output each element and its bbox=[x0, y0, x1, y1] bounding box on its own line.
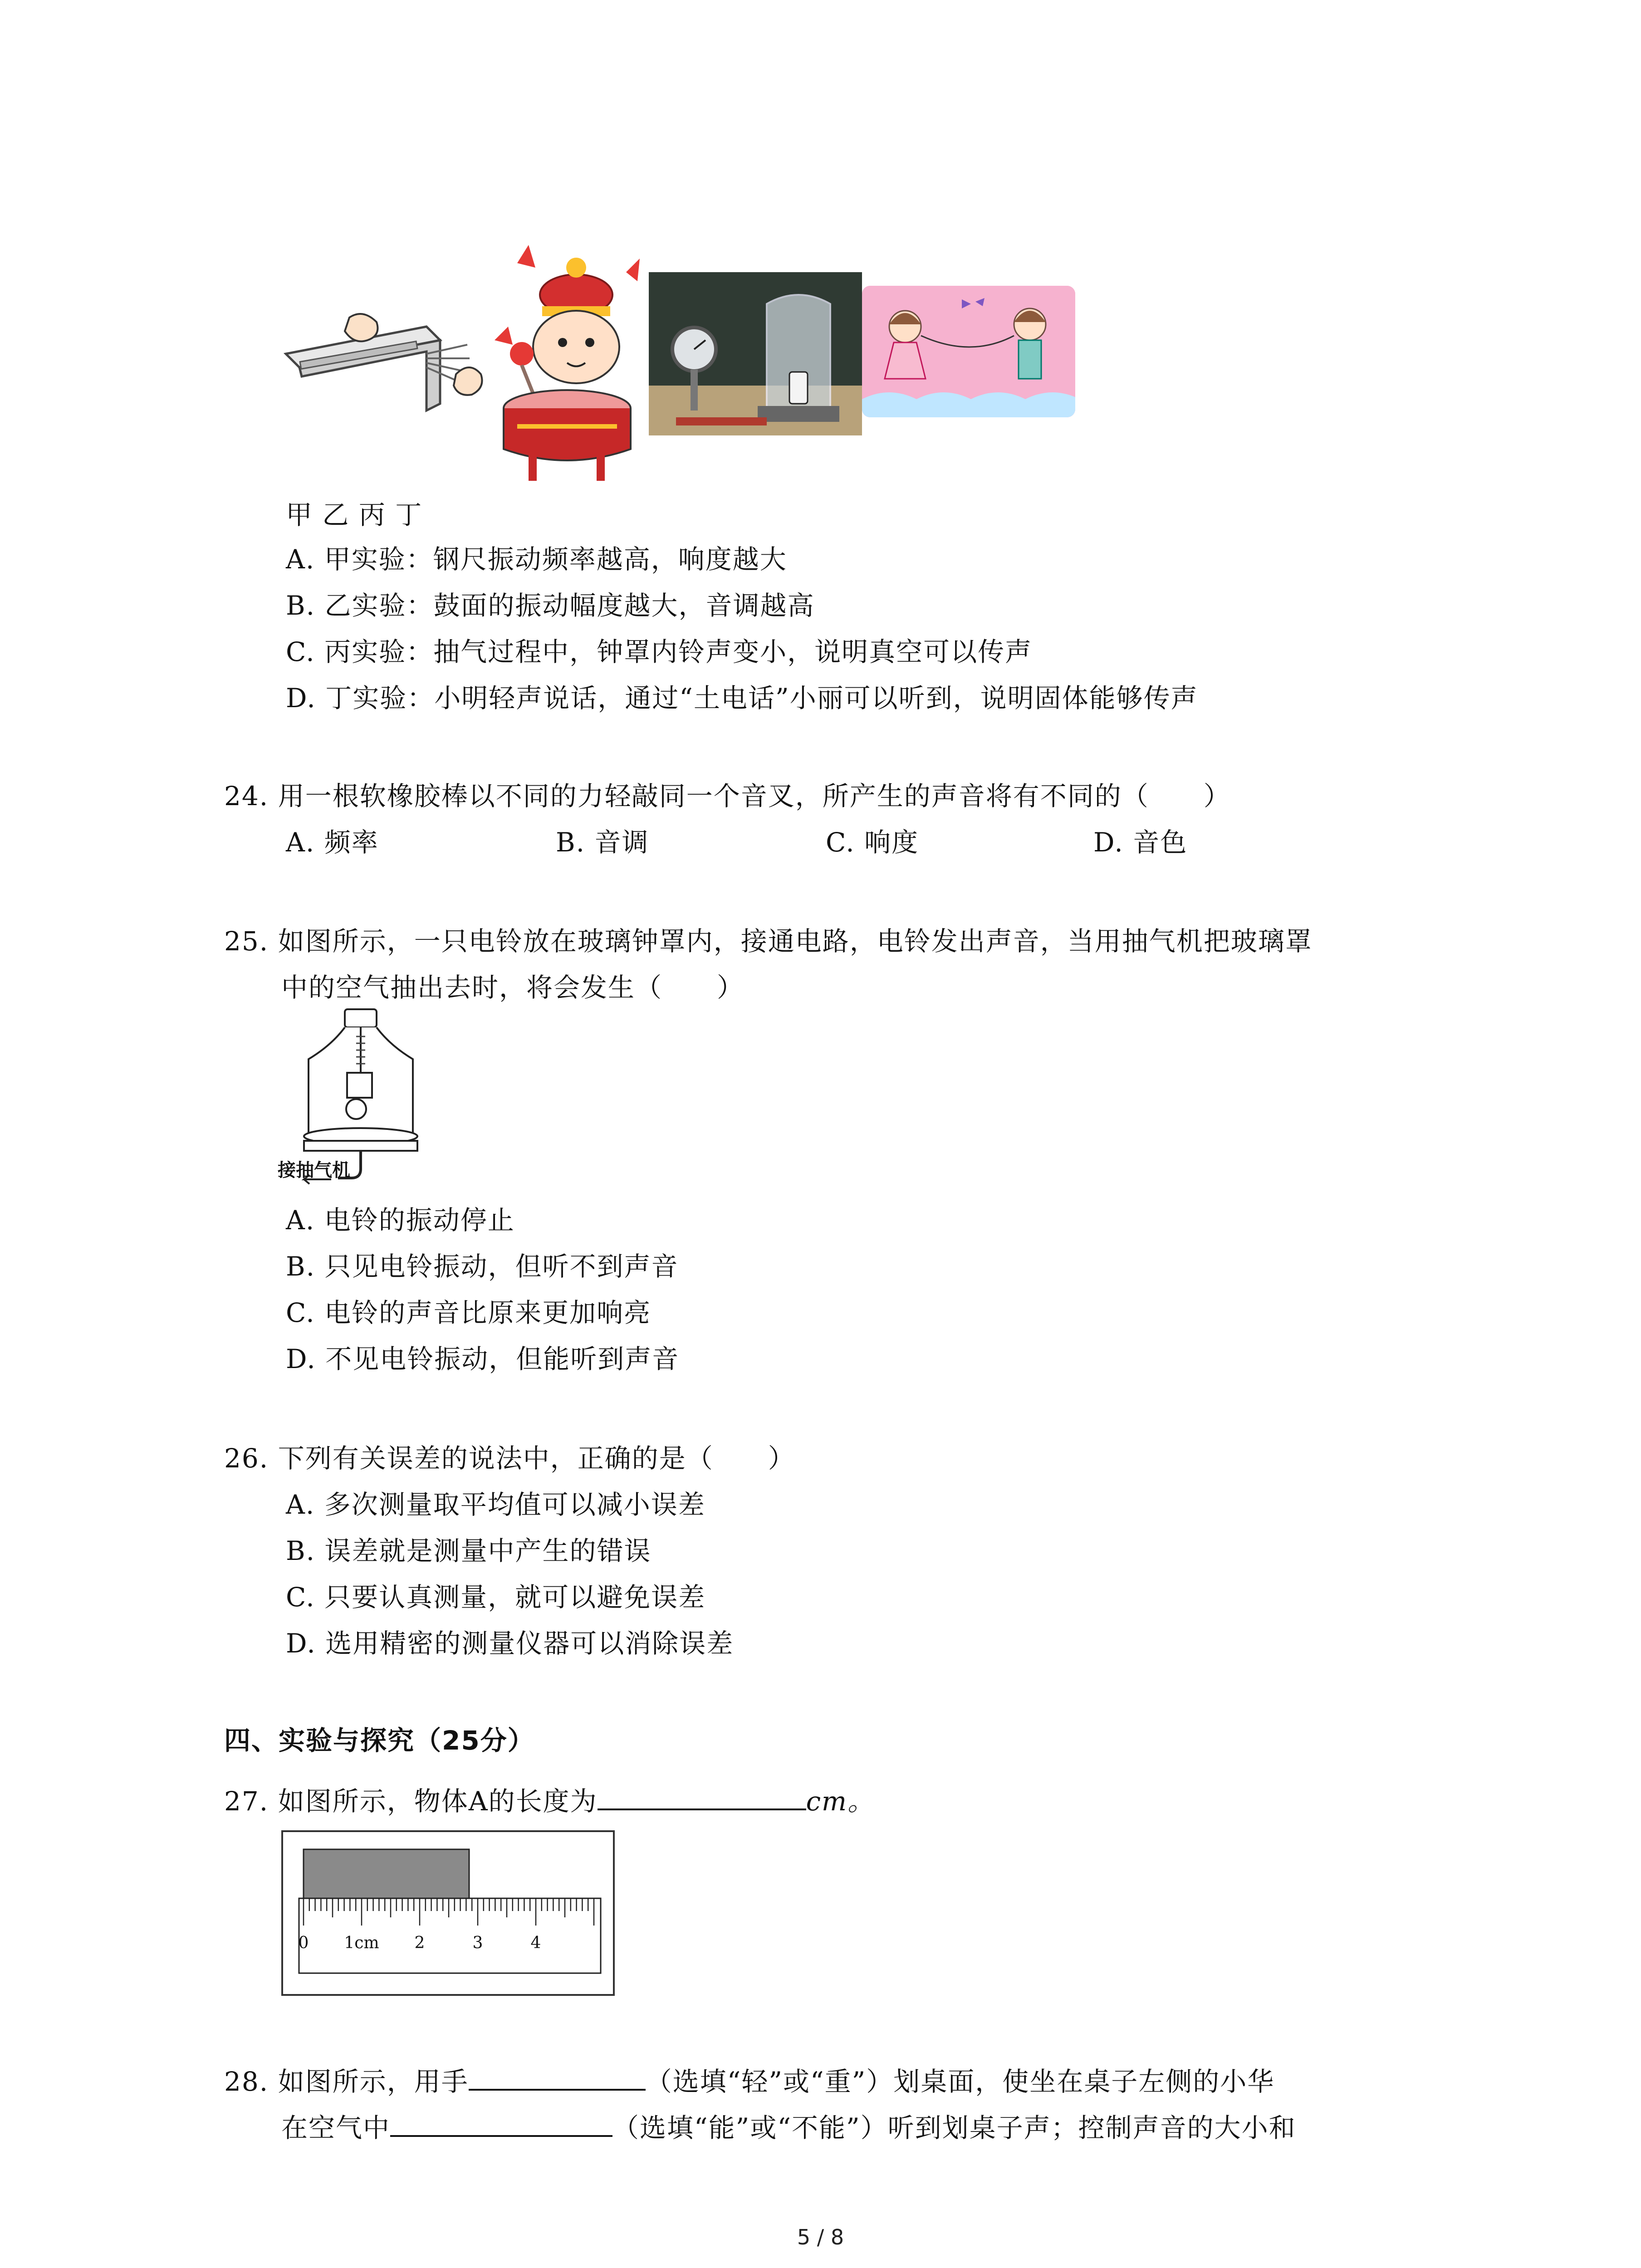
q26-stem: 下列有关误差的说法中，正确的是（ bbox=[278, 1443, 714, 1474]
q25-stem-line1: 如图所示，一只电铃放在玻璃钟罩内，接通电路，电铃发出声音，当用抽气机把玻璃罩 bbox=[278, 926, 1313, 957]
q28-line2-a: 在空气中 bbox=[281, 2112, 391, 2143]
q25-option-c: C. 电铃的声音比原来更加响亮 bbox=[286, 1297, 652, 1328]
figure-string-telephone bbox=[862, 286, 1075, 417]
q26-option-a: A. 多次测量取平均值可以减小误差 bbox=[286, 1489, 705, 1520]
ruler-tick-label: 4 bbox=[530, 1934, 541, 1952]
q27-answer-blank[interactable] bbox=[598, 1785, 806, 1810]
figure-steel-ruler bbox=[277, 290, 490, 426]
q28-number: 28. bbox=[224, 2066, 269, 2097]
q27-stem: 如图所示，物体A的长度为 bbox=[278, 1786, 598, 1817]
q26-stem-end: ） bbox=[768, 1443, 795, 1474]
q28-question-line1 bbox=[224, 2065, 1274, 2097]
q24-question bbox=[224, 780, 1231, 812]
q25-option-b: B. 只见电铃振动，但听不到声音 bbox=[286, 1251, 679, 1282]
ruler-tick-label: 0 bbox=[298, 1934, 309, 1952]
q25-option-a: A. 电铃的振动停止 bbox=[286, 1205, 515, 1236]
q25-question-line2 bbox=[281, 972, 744, 1003]
ruler bbox=[299, 1898, 601, 1973]
q24-stem: 用一根软橡胶棒以不同的力轻敲同一个音叉，所产生的声音将有不同的（ bbox=[278, 781, 1149, 811]
figure-drum-cartoon bbox=[490, 218, 644, 490]
q23-figure-captions: 甲 乙 丙 丁 bbox=[286, 499, 423, 530]
q23-option-a: A. 甲实验：钢尺振动频率越高，响度越大 bbox=[286, 544, 787, 575]
q27-question bbox=[224, 1785, 875, 1817]
q24-option-c: C. 响度 bbox=[826, 827, 919, 858]
figure-vacuum-bell-photo bbox=[649, 272, 862, 435]
q26-option-b: B. 误差就是测量中产生的错误 bbox=[286, 1535, 652, 1566]
page-number: 5 / 8 bbox=[797, 2225, 844, 2249]
q28-line1-b: （选填“轻”或“重”）划桌面，使坐在桌子左侧的小华 bbox=[645, 2066, 1275, 2097]
q28-line2-b: （选填“能”或“不能”）听到划桌子声；控制声音的大小和 bbox=[612, 2112, 1296, 2143]
q23-option-c: C. 丙实验：抽气过程中，钟罩内铃声变小，说明真空可以传声 bbox=[286, 636, 1033, 667]
q23-option-b: B. 乙实验：鼓面的振动幅度越大，音调越高 bbox=[286, 590, 815, 621]
q26-option-c: C. 只要认真测量，就可以避免误差 bbox=[286, 1582, 706, 1613]
ruler-tick-label: 3 bbox=[472, 1934, 483, 1952]
q25-stem-end: ） bbox=[717, 972, 745, 1003]
q24-option-a: A. 频率 bbox=[286, 827, 379, 858]
figure-ruler-frame bbox=[281, 1830, 615, 1996]
ruler-tick-label: 1cm bbox=[344, 1934, 379, 1952]
q26-question bbox=[224, 1442, 795, 1474]
section-4-title: 四、实验与探究（25分） bbox=[224, 1725, 535, 1756]
q28-blank-1[interactable] bbox=[469, 2065, 646, 2091]
q25-option-d: D. 不见电铃振动，但能听到声音 bbox=[286, 1344, 680, 1374]
q25-number: 25. bbox=[224, 926, 269, 957]
object-a-block bbox=[304, 1849, 469, 1898]
q24-stem-end: ） bbox=[1203, 781, 1231, 811]
ruler-svg bbox=[283, 1832, 613, 1994]
q24-option-d: D. 音色 bbox=[1093, 827, 1188, 858]
q28-blank-2[interactable] bbox=[390, 2112, 612, 2137]
q25-figure-label: 接抽气机 bbox=[278, 1160, 350, 1181]
ruler-tick-label: 2 bbox=[414, 1934, 425, 1952]
q27-unit: cm。 bbox=[806, 1786, 875, 1817]
q25-question-line1 bbox=[224, 925, 1313, 957]
q28-question-line2 bbox=[281, 2112, 1296, 2144]
q25-stem-line2: 中的空气抽出去时，将会发生（ bbox=[281, 972, 663, 1003]
q27-number: 27. bbox=[224, 1786, 269, 1817]
q26-option-d: D. 选用精密的测量仪器可以消除误差 bbox=[286, 1628, 734, 1659]
q24-number: 24. bbox=[224, 781, 269, 811]
q28-line1-a: 如图所示，用手 bbox=[278, 2066, 469, 2097]
q24-option-b: B. 音调 bbox=[556, 827, 649, 858]
q26-number: 26. bbox=[224, 1443, 269, 1474]
q23-option-d: D. 丁实验：小明轻声说话，通过“土电话”小丽可以听到，说明固体能够传声 bbox=[286, 683, 1198, 714]
